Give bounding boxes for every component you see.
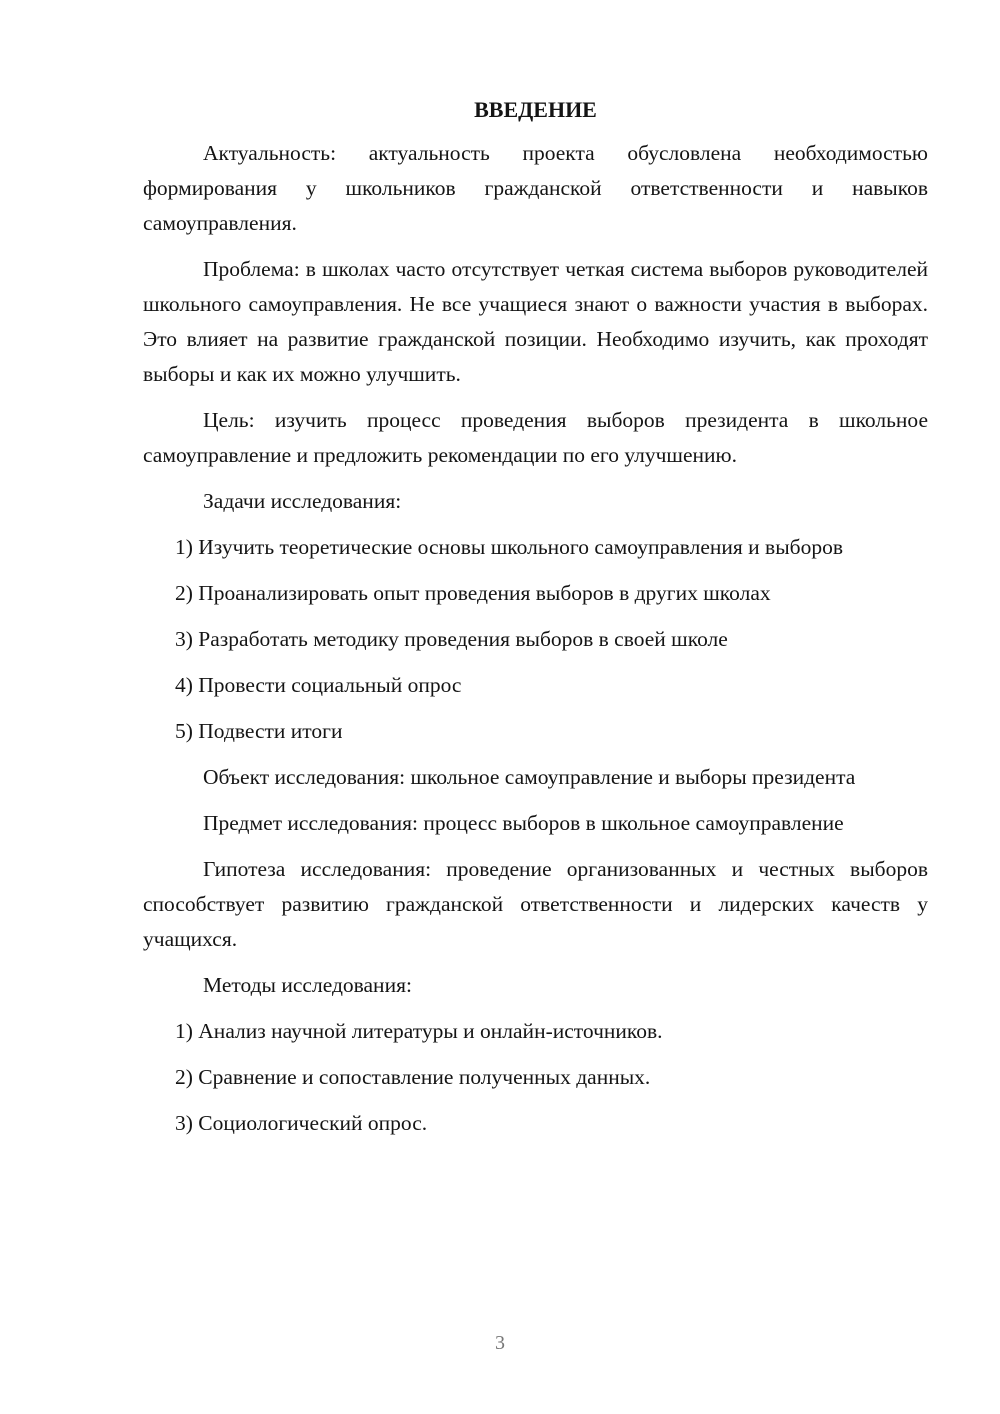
page-heading: ВВЕДЕНИЕ [474, 97, 597, 122]
method-item: 2) Сравнение и сопоставление полученных данных. [175, 1065, 651, 1089]
page-number: 3 [495, 1332, 505, 1354]
methods-title: Методы исследования: [203, 973, 412, 997]
task-item: 2) Проанализировать опыт проведения выборов в других школах [175, 581, 771, 605]
task-item: 4) Провести социальный опрос [175, 673, 462, 697]
page-content [143, 92, 928, 1152]
relevance-paragraph: Актуальность: актуальность проекта обусловлена необходимостью формирования у школьников гражданской ответственности и навыков самоуправления. [143, 141, 928, 235]
object-paragraph: Объект исследования: школьное самоуправление и выборы президента [203, 765, 856, 789]
tasks-title: Задачи исследования: [203, 489, 402, 513]
task-item: 1) Изучить теоретические основы школьного самоуправления и выборов [175, 535, 843, 559]
task-item: 3) Разработать методику проведения выборов в своей школе [175, 627, 728, 651]
goal-paragraph: Цель: изучить процесс проведения выборов президента в школьное самоуправление и предложить рекомендации по его улучшению. [143, 408, 928, 467]
problem-paragraph: Проблема: в школах часто отсутствует четкая система выборов руководителей школьного самоуправления. Не все учащиеся знают о важности участия в выборах. Это влияет на развитие гражданской позиции. Необходимо изучить, как проходят выборы и как их можно улучшить. [143, 257, 928, 386]
subject-paragraph: Предмет исследования: процесс выборов в школьное самоуправление [203, 811, 844, 835]
task-item: 5) Подвести итоги [175, 719, 343, 743]
method-item: 3) Социологический опрос. [175, 1111, 428, 1135]
hypothesis-paragraph: Гипотеза исследования: проведение организованных и честных выборов способствует развитию гражданской ответственности и лидерских качеств у учащихся. [143, 857, 928, 951]
method-item: 1) Анализ научной литературы и онлайн-источников. [175, 1019, 663, 1043]
